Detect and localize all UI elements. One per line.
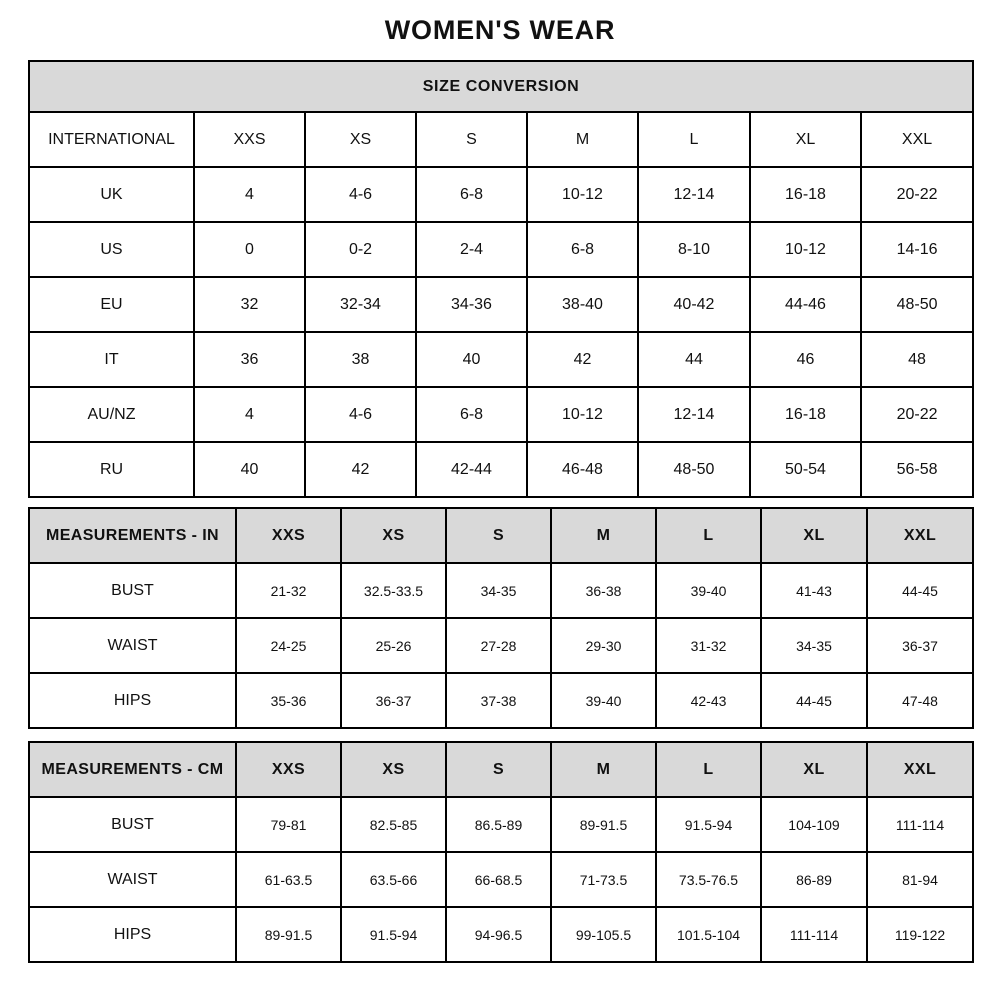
value-cell: 44-45 — [761, 673, 867, 728]
table-row — [29, 618, 973, 673]
value-cell: 20-22 — [861, 387, 973, 442]
value-cell: 48-50 — [861, 277, 973, 332]
column-header: M — [551, 742, 656, 797]
table-row — [29, 673, 973, 728]
value-cell: 6-8 — [527, 222, 638, 277]
value-cell: 66-68.5 — [446, 852, 551, 907]
row-label: IT — [29, 332, 194, 387]
value-cell: 4 — [194, 167, 305, 222]
value-cell: 32-34 — [305, 277, 416, 332]
measurements_cm-section-header: MEASUREMENTS - CM — [29, 742, 236, 797]
value-cell: 44 — [638, 332, 750, 387]
column-header: INTERNATIONAL — [29, 112, 194, 167]
value-cell: 47-48 — [867, 673, 973, 728]
measurements_in-section-header: MEASUREMENTS - IN — [29, 508, 236, 563]
value-cell: 94-96.5 — [446, 907, 551, 962]
value-cell: 81-94 — [867, 852, 973, 907]
column-header: XXL — [861, 112, 973, 167]
value-cell: 86.5-89 — [446, 797, 551, 852]
size-conversion-table — [28, 60, 974, 498]
value-cell: 4 — [194, 387, 305, 442]
value-cell: 41-43 — [761, 563, 867, 618]
value-cell: 99-105.5 — [551, 907, 656, 962]
column-header: L — [656, 508, 761, 563]
value-cell: 40-42 — [638, 277, 750, 332]
value-cell: 48-50 — [638, 442, 750, 497]
value-cell: 6-8 — [416, 387, 527, 442]
value-cell: 101.5-104 — [656, 907, 761, 962]
value-cell: 32.5-33.5 — [341, 563, 446, 618]
value-cell: 2-4 — [416, 222, 527, 277]
value-cell: 89-91.5 — [236, 907, 341, 962]
column-header: XL — [750, 112, 861, 167]
column-header: L — [638, 112, 750, 167]
value-cell: 20-22 — [861, 167, 973, 222]
value-cell: 79-81 — [236, 797, 341, 852]
value-cell: 42 — [305, 442, 416, 497]
measurements-cm-table — [28, 741, 974, 963]
value-cell: 4-6 — [305, 167, 416, 222]
value-cell: 46-48 — [527, 442, 638, 497]
value-cell: 111-114 — [761, 907, 867, 962]
value-cell: 39-40 — [551, 673, 656, 728]
value-cell: 12-14 — [638, 167, 750, 222]
column-header: XL — [761, 508, 867, 563]
value-cell: 29-30 — [551, 618, 656, 673]
row-label: US — [29, 222, 194, 277]
value-cell: 24-25 — [236, 618, 341, 673]
value-cell: 40 — [416, 332, 527, 387]
measurements-in-table — [28, 507, 974, 729]
value-cell: 63.5-66 — [341, 852, 446, 907]
value-cell: 42-43 — [656, 673, 761, 728]
column-header: S — [416, 112, 527, 167]
table-row — [29, 797, 973, 852]
column-header: XXL — [867, 508, 973, 563]
value-cell: 8-10 — [638, 222, 750, 277]
value-cell: 38 — [305, 332, 416, 387]
table-row — [29, 907, 973, 962]
row-label: UK — [29, 167, 194, 222]
value-cell: 50-54 — [750, 442, 861, 497]
page-title: WOMEN'S WEAR — [384, 15, 616, 45]
value-cell: 42-44 — [416, 442, 527, 497]
value-cell: 73.5-76.5 — [656, 852, 761, 907]
value-cell: 4-6 — [305, 387, 416, 442]
column-header: XS — [341, 508, 446, 563]
row-label: EU — [29, 277, 194, 332]
column-header: S — [446, 508, 551, 563]
column-header-row — [29, 508, 973, 563]
value-cell: 25-26 — [341, 618, 446, 673]
value-cell: 104-109 — [761, 797, 867, 852]
table-row — [29, 442, 973, 497]
row-label: RU — [29, 442, 194, 497]
value-cell: 39-40 — [656, 563, 761, 618]
value-cell: 86-89 — [761, 852, 867, 907]
table-row — [29, 563, 973, 618]
column-header-row — [29, 112, 973, 167]
value-cell: 119-122 — [867, 907, 973, 962]
table-row — [29, 332, 973, 387]
value-cell: 21-32 — [236, 563, 341, 618]
value-cell: 48 — [861, 332, 973, 387]
row-label: BUST — [29, 797, 236, 852]
value-cell: 12-14 — [638, 387, 750, 442]
value-cell: 91.5-94 — [656, 797, 761, 852]
value-cell: 40 — [194, 442, 305, 497]
value-cell: 38-40 — [527, 277, 638, 332]
value-cell: 34-35 — [446, 563, 551, 618]
row-label: HIPS — [29, 673, 236, 728]
value-cell: 71-73.5 — [551, 852, 656, 907]
section-header-row — [29, 61, 973, 112]
size-conversion-section-header: SIZE CONVERSION — [29, 61, 973, 112]
table-row — [29, 387, 973, 442]
value-cell: 36 — [194, 332, 305, 387]
value-cell: 61-63.5 — [236, 852, 341, 907]
value-cell: 111-114 — [867, 797, 973, 852]
column-header: XXS — [236, 742, 341, 797]
value-cell: 46 — [750, 332, 861, 387]
row-label: HIPS — [29, 907, 236, 962]
column-header: M — [527, 112, 638, 167]
value-cell: 36-38 — [551, 563, 656, 618]
column-header: XL — [761, 742, 867, 797]
column-header: XS — [341, 742, 446, 797]
value-cell: 16-18 — [750, 167, 861, 222]
table-row — [29, 222, 973, 277]
value-cell: 91.5-94 — [341, 907, 446, 962]
row-label: WAIST — [29, 852, 236, 907]
value-cell: 0-2 — [305, 222, 416, 277]
value-cell: 44-45 — [867, 563, 973, 618]
column-header: XS — [305, 112, 416, 167]
value-cell: 27-28 — [446, 618, 551, 673]
column-header: L — [656, 742, 761, 797]
value-cell: 82.5-85 — [341, 797, 446, 852]
value-cell: 16-18 — [750, 387, 861, 442]
table-row — [29, 167, 973, 222]
value-cell: 0 — [194, 222, 305, 277]
table-row — [29, 277, 973, 332]
row-label: AU/NZ — [29, 387, 194, 442]
value-cell: 34-36 — [416, 277, 527, 332]
column-header: XXS — [194, 112, 305, 167]
value-cell: 31-32 — [656, 618, 761, 673]
value-cell: 14-16 — [861, 222, 973, 277]
value-cell: 34-35 — [761, 618, 867, 673]
value-cell: 89-91.5 — [551, 797, 656, 852]
table-row — [29, 852, 973, 907]
column-header: XXL — [867, 742, 973, 797]
row-label: BUST — [29, 563, 236, 618]
row-label: WAIST — [29, 618, 236, 673]
column-header: S — [446, 742, 551, 797]
value-cell: 10-12 — [527, 167, 638, 222]
value-cell: 10-12 — [750, 222, 861, 277]
value-cell: 56-58 — [861, 442, 973, 497]
value-cell: 42 — [527, 332, 638, 387]
value-cell: 36-37 — [867, 618, 973, 673]
value-cell: 6-8 — [416, 167, 527, 222]
value-cell: 44-46 — [750, 277, 861, 332]
column-header: M — [551, 508, 656, 563]
value-cell: 35-36 — [236, 673, 341, 728]
column-header: XXS — [236, 508, 341, 563]
value-cell: 36-37 — [341, 673, 446, 728]
value-cell: 10-12 — [527, 387, 638, 442]
value-cell: 32 — [194, 277, 305, 332]
column-header-row — [29, 742, 973, 797]
value-cell: 37-38 — [446, 673, 551, 728]
